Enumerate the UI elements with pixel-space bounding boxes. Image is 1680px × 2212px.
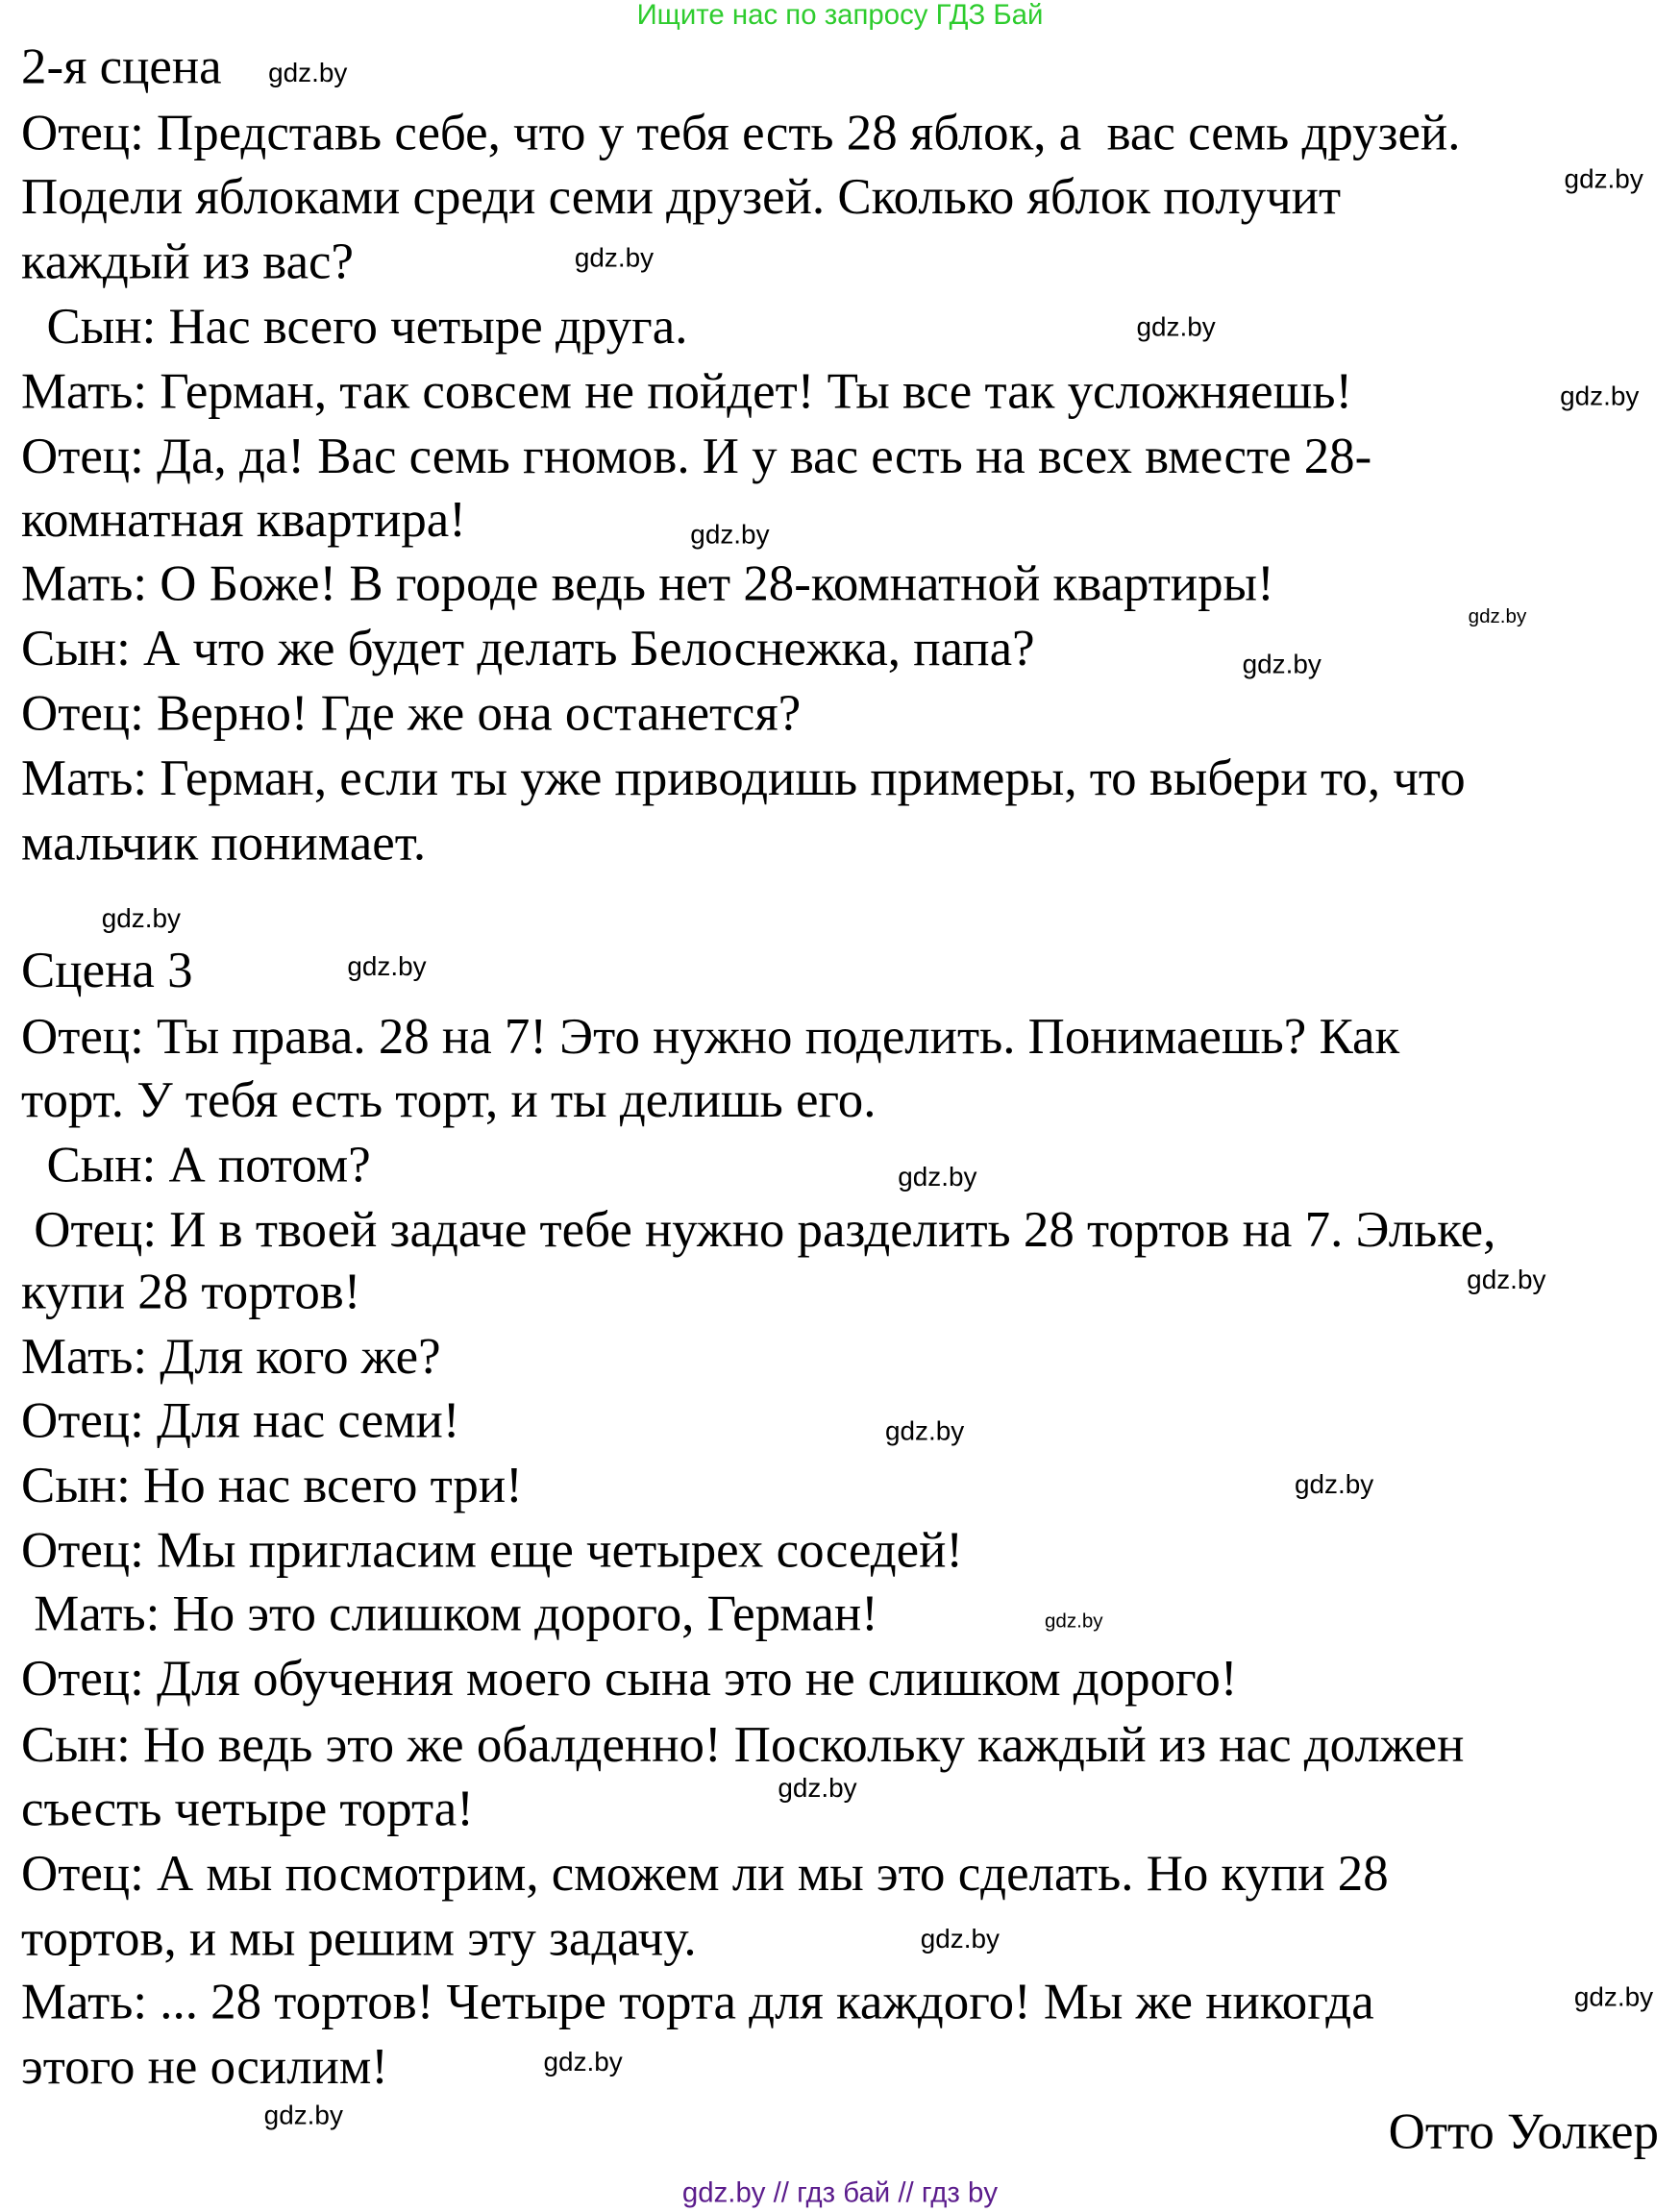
watermark: gdz.by [268, 59, 348, 89]
text-line: купи 28 тортов! [21, 1263, 361, 1320]
text-line: Отец: Да, да! Вас семь гномов. И у вас есть на всех вместе 28- [21, 428, 1372, 484]
watermark: gdz.by [1044, 1609, 1103, 1633]
watermark: gdz.by [1467, 1266, 1546, 1296]
text-line: торт. У тебя есть торт, и ты делишь его. [21, 1070, 877, 1128]
text-line: Отец: Представь себе, что у тебя есть 28 яблок, а вас семь друзей. [21, 104, 1461, 161]
watermark: gdz.by [101, 904, 181, 935]
text-line: комнатная квартира! [21, 491, 466, 548]
footer-links: gdz.by // гдз бай // гдз by [681, 2177, 999, 2209]
text-line: съесть четыре торта! [21, 1780, 474, 1837]
watermark: gdz.by [1468, 603, 1527, 627]
watermark: gdz.by [1242, 651, 1322, 681]
text-line: Сын: Нас всего четыре друга. [21, 297, 688, 355]
watermark: gdz.by [690, 521, 770, 551]
text-line: Отец: Ты права. 28 на 7! Это нужно поделить. Понимаешь? Как [21, 1007, 1400, 1065]
watermark: gdz.by [543, 2048, 623, 2078]
text-line: мальчик понимает. [21, 814, 427, 872]
text-line: тортов, и мы решим эту задачу. [21, 1909, 697, 1967]
text-line: Сын: А что же будет делать Белоснежка, папа? [21, 619, 1035, 676]
text-line: Отец: А мы посмотрим, сможем ли мы это сделать. Но купи 28 [21, 1844, 1389, 1902]
header-banner: Ищите нас по запросу ГДЗ Бай [636, 0, 1044, 32]
text-line: Отец: Мы пригласим еще четырех соседей! [21, 1521, 964, 1579]
watermark: gdz.by [885, 1416, 965, 1447]
scene-title: 2-я сцена [21, 37, 222, 95]
watermark: gdz.by [1573, 1982, 1654, 2013]
watermark: gdz.by [920, 1925, 1000, 1955]
text-line: Мать: Но это слишком дорого, Герман! [21, 1585, 878, 1642]
text-line: Мать: Для кого же? [21, 1328, 441, 1385]
text-line: Мать: Герман, если ты уже приводишь примеры, то выбери то, что [21, 749, 1466, 806]
watermark: gdz.by [1564, 164, 1643, 195]
text-line: Отец: Для нас семи! [21, 1391, 460, 1449]
watermark: gdz.by [778, 1774, 857, 1805]
watermark: gdz.by [263, 2101, 343, 2132]
author-signature: Отто Уолкер [1388, 2102, 1659, 2160]
text-line: этого не осилим! [21, 2038, 388, 2095]
watermark: gdz.by [574, 244, 655, 274]
scene-title: Сцена 3 [21, 941, 193, 998]
watermark: gdz.by [1136, 313, 1216, 343]
text-line: Сын: Но нас всего три! [21, 1456, 523, 1513]
text-line: Подели яблоками среди семи друзей. Сколько яблок получит [21, 167, 1342, 225]
text-line: каждый из вас? [21, 233, 354, 290]
text-line: Мать: О Боже! В городе ведь нет 28-комнатной квартиры! [21, 554, 1274, 612]
text-line: Мать: Герман, так совсем не пойдет! Ты все так усложняешь! [21, 362, 1353, 420]
watermark: gdz.by [1294, 1470, 1374, 1501]
watermark: gdz.by [347, 952, 427, 983]
text-line: Отец: Верно! Где же она останется? [21, 684, 802, 742]
text-line: Сын: А потом? [21, 1136, 371, 1193]
watermark: gdz.by [898, 1163, 977, 1193]
text-line: Отец: И в твоей задаче тебе нужно разделить 28 тортов на 7. Эльке, [21, 1201, 1496, 1258]
text-line: Отец: Для обучения моего сына это не слишком дорого! [21, 1650, 1238, 1707]
watermark: gdz.by [1560, 382, 1640, 412]
text-line: Сын: Но ведь это же обалденно! Поскольку каждый из нас должен [21, 1716, 1465, 1773]
text-line: Мать: ... 28 тортов! Четыре торта для каждого! Мы же никогда [21, 1973, 1374, 2030]
